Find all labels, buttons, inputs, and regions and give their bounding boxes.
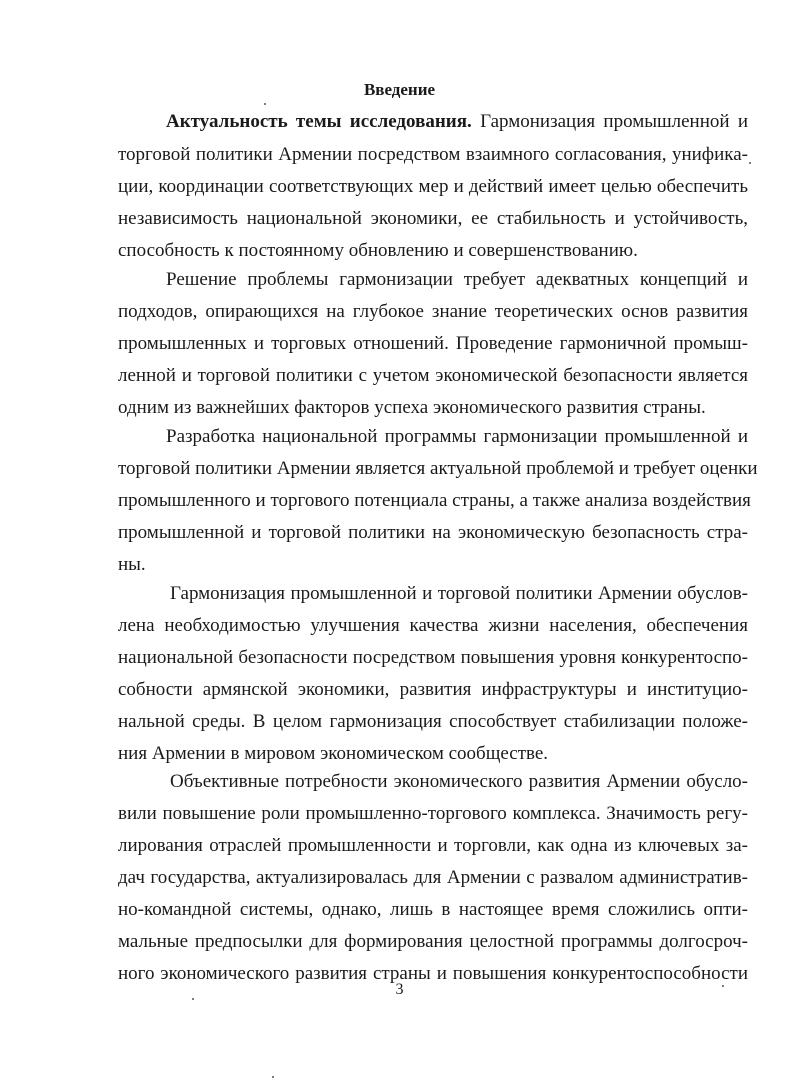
- paragraph-line: промышленной и торговой политики на экономическую безопасность стра-: [118, 522, 748, 543]
- scan-speck: [722, 985, 724, 987]
- paragraph-line: ния Армении в мировом экономическом сообществе.: [118, 743, 549, 764]
- paragraph-line: дач государства, актуализировалась для Армении с развалом административ-: [118, 867, 748, 888]
- paragraph-line: способность к постоянному обновлению и совершенствованию.: [118, 240, 638, 261]
- paragraph-line: Решение проблемы гармонизации требует адекватных концепций и: [166, 269, 748, 290]
- scan-speck: [749, 162, 751, 164]
- scan-speck: [192, 998, 194, 1000]
- paragraph-line: торговой политики Армении является актуальной проблемой и требует оценки: [118, 458, 758, 479]
- paragraph-line: собности армянской экономики, развития инфраструктуры и институцио-: [118, 679, 748, 700]
- scan-speck: [264, 103, 266, 105]
- paragraph-line: ции, координации соответствующих мер и действий имеет целью обеспечить: [118, 176, 748, 197]
- paragraph-line: ного экономического развития страны и повышения конкурентоспособности: [118, 963, 748, 984]
- scan-speck: [272, 1076, 274, 1078]
- paragraph-line: лена необходимостью улучшения качества жизни населения, обеспечения: [118, 615, 748, 636]
- paragraph-line: промышленных и торговых отношений. Проведение гармоничной промыш-: [118, 333, 748, 354]
- paragraph-line: но-командной системы, однако, лишь в настоящее время сложились опти-: [118, 899, 748, 920]
- paragraph-line: Гармонизация промышленной и торговой политики Армении обуслов-: [170, 583, 748, 604]
- paragraph-line: Объективные потребности экономического развития Армении обусло-: [170, 771, 748, 792]
- paragraph-line: национальной безопасности посредством повышения уровня конкурентоспо-: [118, 647, 748, 668]
- paragraph-line: одним из важнейших факторов успеха экономического развития страны.: [118, 397, 706, 418]
- paragraph-line: промышленного и торгового потенциала страны, а также анализа воздействия: [118, 490, 751, 511]
- paragraph-line: лирования отраслей промышленности и торговли, как одна из ключевых за-: [118, 835, 748, 856]
- paragraph-lead: Актуальность темы исследования.: [166, 111, 472, 132]
- paragraph-line: вили повышение роли промышленно-торгового комплекса. Значимость регу-: [118, 803, 748, 824]
- paragraph-line: нальной среды. В целом гармонизация способствует стабилизации положе-: [118, 711, 748, 732]
- page-number: 3: [395, 981, 404, 998]
- paragraph-text: Гармонизация промышленной и: [471, 111, 749, 132]
- paragraph-line: мальные предпосылки для формирования целостной программы долгосроч-: [118, 931, 748, 952]
- page-title: Введение: [363, 80, 436, 99]
- paragraph-line: подходов, опирающихся на глубокое знание теоретических основ развития: [118, 301, 748, 322]
- paragraph-line: ленной и торговой политики с учетом экономической безопасности является: [118, 365, 748, 386]
- paragraph-line: [118, 110, 748, 134]
- paragraph-line: Разработка национальной программы гармонизации промышленной и: [166, 426, 748, 447]
- paragraph-line: ны.: [118, 554, 146, 575]
- paragraph-line: независимость национальной экономики, ее стабильность и устойчивость,: [118, 208, 748, 229]
- paragraph-line: торговой политики Армении посредством взаимного согласования, унифика-: [118, 144, 748, 165]
